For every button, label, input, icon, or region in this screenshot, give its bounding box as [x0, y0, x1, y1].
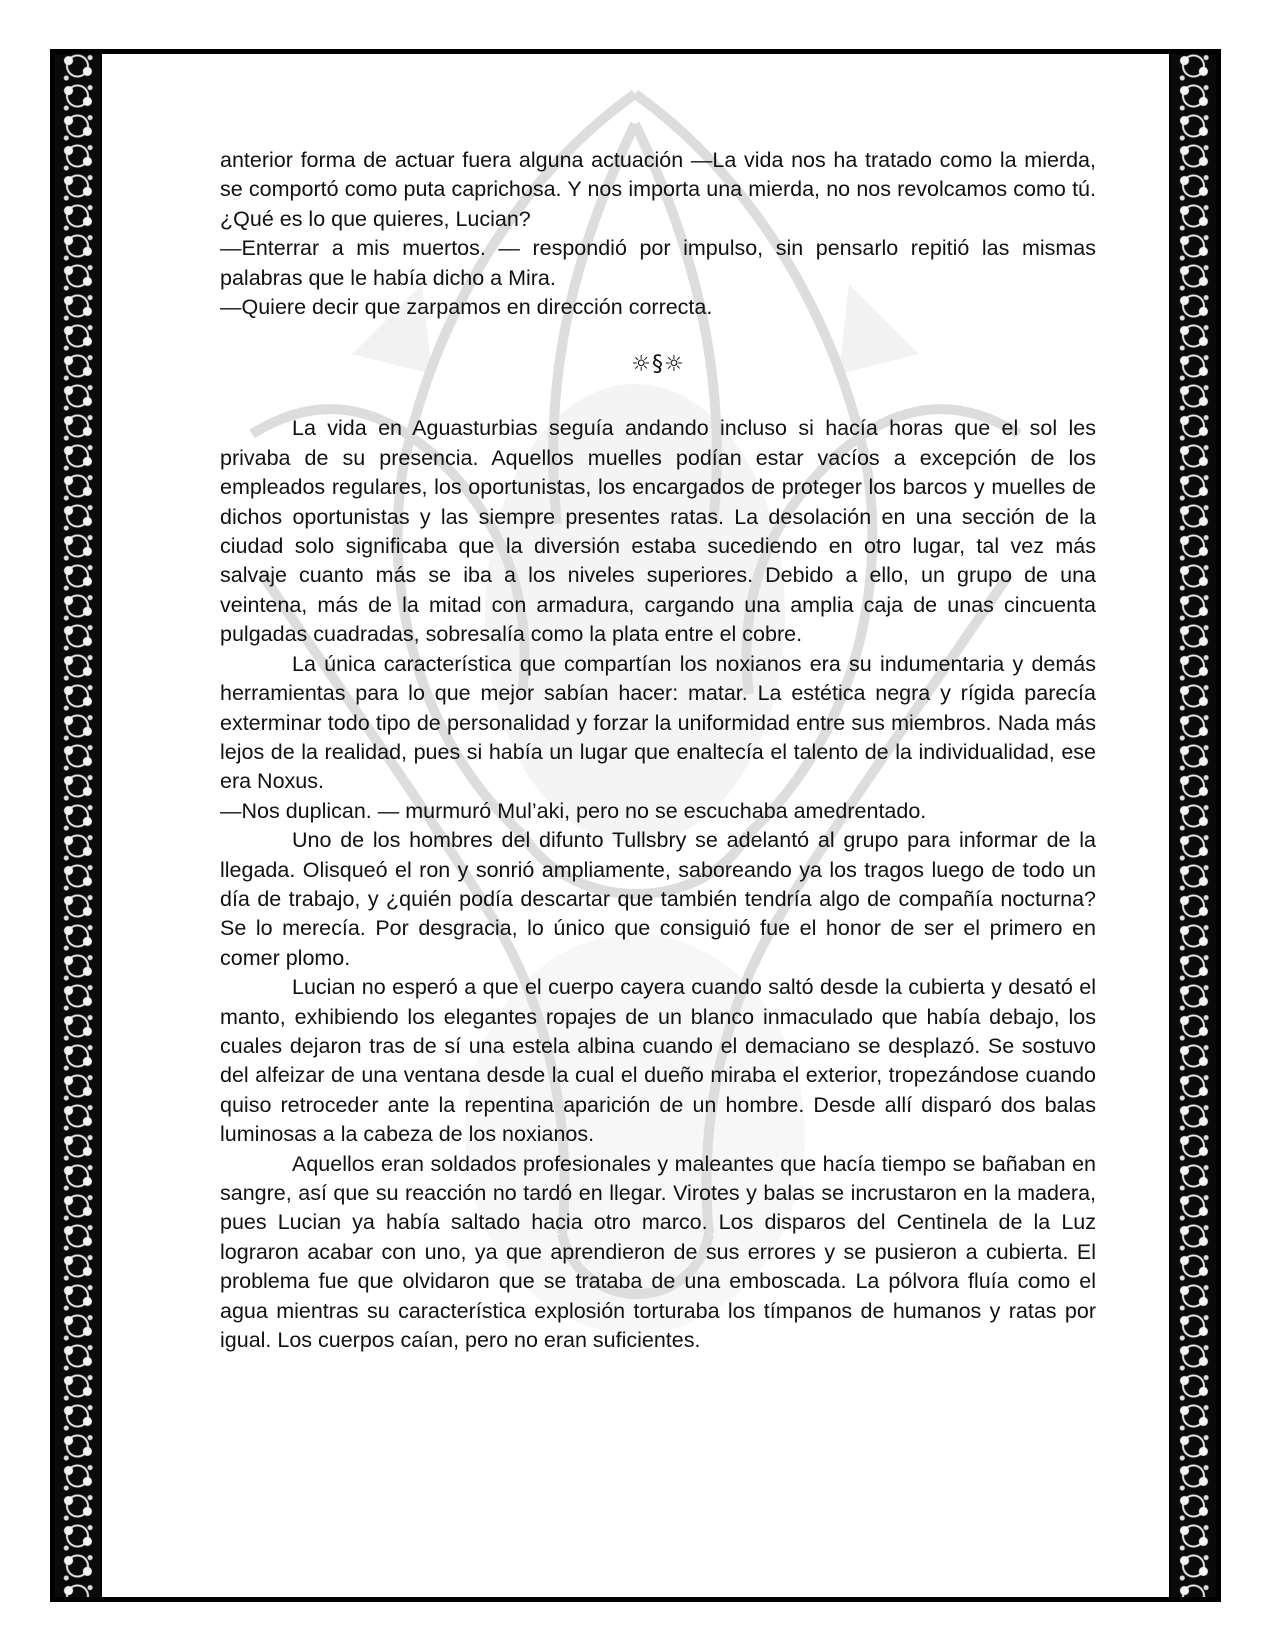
paragraph: Aquellos eran soldados profesionales y maleantes que hacía tiempo se bañaban en sangre, así que su reacción no tardó en llegar. Virotes y balas se incrustaron en la madera, pues Lucian ya había saltado hacia otro marco. Los disparos del Centinela de la Luz lograron acabar con uno, ya que aprendieron de sus errores y se pusieron a cubierta. El problema fue que olvidaron que se trataba de una emboscada. La pólvora fluía como el agua mientras su característica explosión torturaba los tímpanos de humanos y ratas por igual. Los cuerpos caían, pero no eran suficientes. [220, 1151, 1096, 1353]
dialogue-line: —Nos duplican. — murmuró Mul’aki, pero no se escuchaba amedrentado. [220, 798, 927, 823]
document-body [220, 146, 1096, 1355]
floral-vine-border-left-icon [55, 54, 100, 1597]
page-content [102, 54, 1169, 1597]
floral-vine-border-right-icon [1171, 54, 1216, 1597]
paragraph: Lucian no esperó a que el cuerpo cayera cuando saltó desde la cubierta y desató el manto, exhibiendo los elegantes ropajes de un blanco inmaculado que había debajo, los cuales dejaron tras de sí una estela albina cuando el demaciano se desplazó. Se sostuvo del alfeizar de una ventana desde la cual el dueño miraba el exterior, tropezándose cuando quiso retroceder ante la repentina aparición de un hombre. Desde allí disparó dos balas luminosas a la cabeza de los noxianos. [220, 975, 1096, 1147]
page-frame [50, 49, 1221, 1602]
dialogue-line: —Enterrar a mis muertos. — respondió por impulso, sin pensarlo repitió las mismas palabras que le había dicho a Mira. [220, 236, 1096, 290]
paragraph: La única característica que compartían los noxianos era su indumentaria y demás herramientas para lo que mejor sabían hacer: matar. La estética negra y rígida parecía exterminar todo tipo de personalidad y forzar la uniformidad entre sus miembros. Nada más lejos de la realidad, pues si había un lugar que enaltecía el talento de la individualidad, ese era Noxus. [220, 651, 1096, 794]
paragraph: Uno de los hombres del difunto Tullsbry se adelantó al grupo para informar de la llegada. Olisqueó el ron y sonrió ampliamente, saboreando ya los tragos luego de todo un día de trabajo, y ¿quién podía descartar que también tendría algo de compañía nocturna? Se lo merecía. Por desgracia, lo único que consiguió fue el honor de ser el primero en comer plomo. [220, 828, 1096, 970]
dialogue-line: —Quiere decir que zarpamos en dirección correcta. [220, 295, 713, 320]
section-separator: ☼§☼ [631, 352, 685, 378]
paragraph-continuation: anterior forma de actuar fuera alguna actuación —La vida nos ha tratado como la mierda, se comportó como puta caprichosa. Y nos importa una mierda, no nos revolcamos como tú. ¿Qué es lo que quieres, Lucian? [220, 148, 1096, 231]
paragraph: La vida en Aguasturbias seguía andando incluso si hacía horas que el sol les privaba de su presencia. Aquellos muelles podían estar vacíos a excepción de los empleados regulares, los oportunistas, los encargados de proteger los barcos y muelles de dichos oportunistas y las siempre presentes ratas. La desolación en una sección de la ciudad solo significaba que la diversión estaba sucediendo en otro lugar, tal vez más salvaje cuanto más se iba a los niveles superiores. Debido a ello, un grupo de una veintena, más de la mitad con armadura, cargando una amplia caja de unas cincuenta pulgadas cuadradas, sobresalía como la plata entre el cobre. [220, 416, 1096, 647]
